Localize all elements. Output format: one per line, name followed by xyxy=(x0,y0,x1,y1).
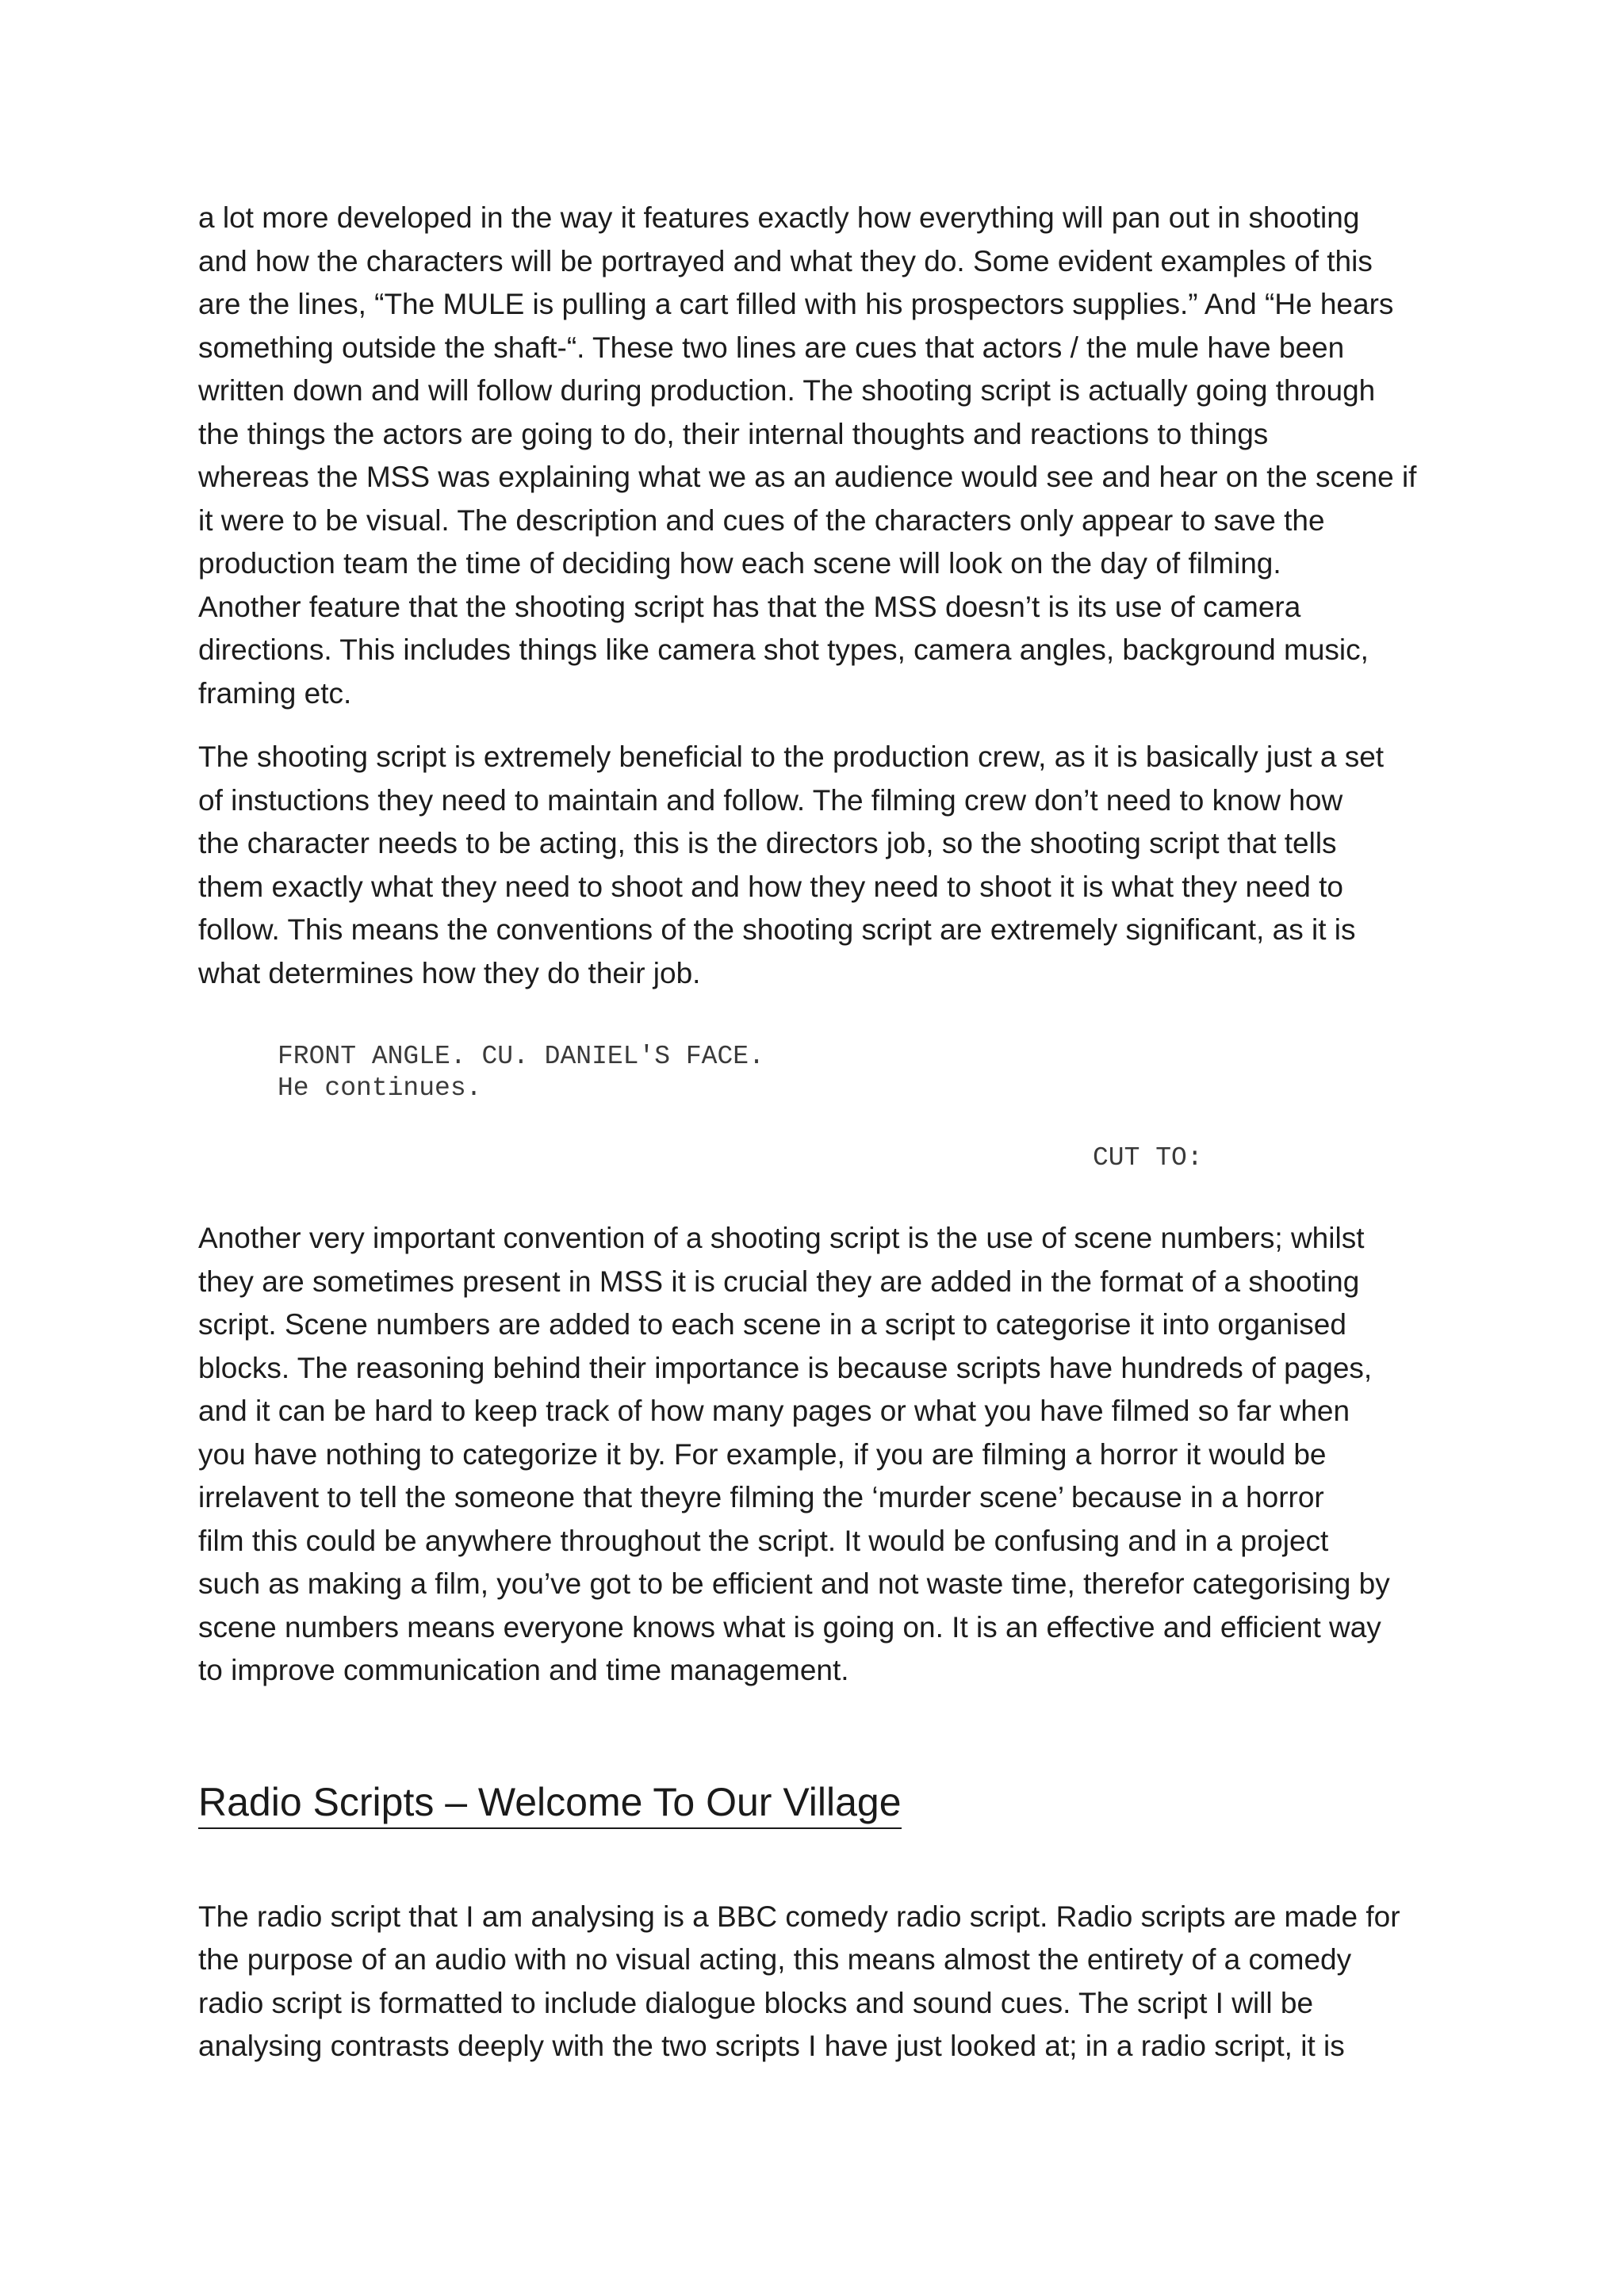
text-line: you have nothing to categorize it by. For example, if you are filming a horror it would be xyxy=(198,1437,1327,1471)
text-line: scene numbers means everyone knows what is going on. It is an effective and efficient way xyxy=(198,1610,1381,1644)
script-transition: CUT TO: xyxy=(1093,1143,1203,1173)
text-line: written down and will follow during production. The shooting script is actually going through xyxy=(198,374,1376,407)
paragraph-scene-numbers xyxy=(198,1217,1451,1693)
text-line: to improve communication and time management. xyxy=(198,1654,849,1686)
text-line: and how the characters will be portrayed and what they do. Some evident examples of this xyxy=(198,244,1373,277)
text-line: radio script is formatted to include dialogue blocks and sound cues. The script I will be xyxy=(198,1986,1314,2019)
text-line: them exactly what they need to shoot and how they need to shoot it is what they need to xyxy=(198,870,1343,903)
paragraph-shooting-script-benefits xyxy=(198,736,1451,995)
text-line: the character needs to be acting, this is the directors job, so the shooting script that tells xyxy=(198,827,1337,859)
text-line: irrelavent to tell the someone that theyre filming the ‘murder scene’ because in a horror xyxy=(198,1481,1324,1513)
page-content xyxy=(198,197,1451,2068)
script-action-line: He continues. xyxy=(278,1073,482,1103)
text-line: they are sometimes present in MSS it is crucial they are added in the format of a shooting xyxy=(198,1265,1360,1298)
text-line: it were to be visual. The description and cues of the characters only appear to save the xyxy=(198,503,1325,537)
text-line: script. Scene numbers are added to each scene in a script to categorise it into organised xyxy=(198,1308,1346,1341)
text-line: the purpose of an audio with no visual acting, this means almost the entirety of a comedy xyxy=(198,1943,1352,1976)
text-line: The radio script that I am analysing is a BBC comedy radio script. Radio scripts are made for xyxy=(198,1900,1400,1933)
text-line: analysing contrasts deeply with the two scripts I have just looked at; in a radio script, it is xyxy=(198,2030,1345,2062)
text-line: blocks. The reasoning behind their importance is because scripts have hundreds of pages, xyxy=(198,1351,1373,1384)
script-excerpt-image xyxy=(198,995,1451,1217)
text-line: are the lines, “The MULE is pulling a cart filled with his prospectors supplies.” And “He hears xyxy=(198,288,1394,320)
text-line: Another feature that the shooting script has that the MSS doesn’t is its use of camera xyxy=(198,590,1301,623)
text-line: directions. This includes things like camera shot types, camera angles, background music, xyxy=(198,633,1369,666)
text-line: production team the time of deciding how each scene will look on the day of filming. xyxy=(198,547,1281,580)
text-line: The shooting script is extremely beneficial to the production crew, as it is basically just a set xyxy=(198,740,1385,773)
section-heading: Radio Scripts – Welcome To Our Village xyxy=(198,1778,902,1829)
text-line: follow. This means the conventions of the shooting script are extremely significant, as it is xyxy=(198,913,1356,946)
text-line: framing etc. xyxy=(198,676,352,710)
text-line: such as making a film, you’ve got to be efficient and not waste time, therefor categorising by xyxy=(198,1567,1390,1600)
paragraph-radio-script xyxy=(198,1896,1451,2068)
text-line: something outside the shaft-“. These two lines are cues that actors / the mule have been xyxy=(198,331,1345,364)
text-line: a lot more developed in the way it features exactly how everything will pan out in shooting xyxy=(198,201,1360,234)
text-line: whereas the MSS was explaining what we as an audience would see and hear on the scene if xyxy=(198,461,1417,493)
text-line: what determines how they do their job. xyxy=(198,956,701,989)
script-camera-direction: FRONT ANGLE. CU. DANIEL'S FACE. xyxy=(278,1042,764,1071)
text-line: and it can be hard to keep track of how many pages or what you have filmed so far when xyxy=(198,1395,1350,1427)
text-line: of instuctions they need to maintain and follow. The filming crew don’t need to know how xyxy=(198,783,1343,817)
text-line: Another very important convention of a shooting script is the use of scene numbers; whilst xyxy=(198,1222,1365,1254)
text-line: the things the actors are going to do, their internal thoughts and reactions to things xyxy=(198,417,1269,450)
text-line: film this could be anywhere throughout the script. It would be confusing and in a project xyxy=(198,1524,1329,1557)
paragraph-shooting-script-features xyxy=(198,197,1451,715)
